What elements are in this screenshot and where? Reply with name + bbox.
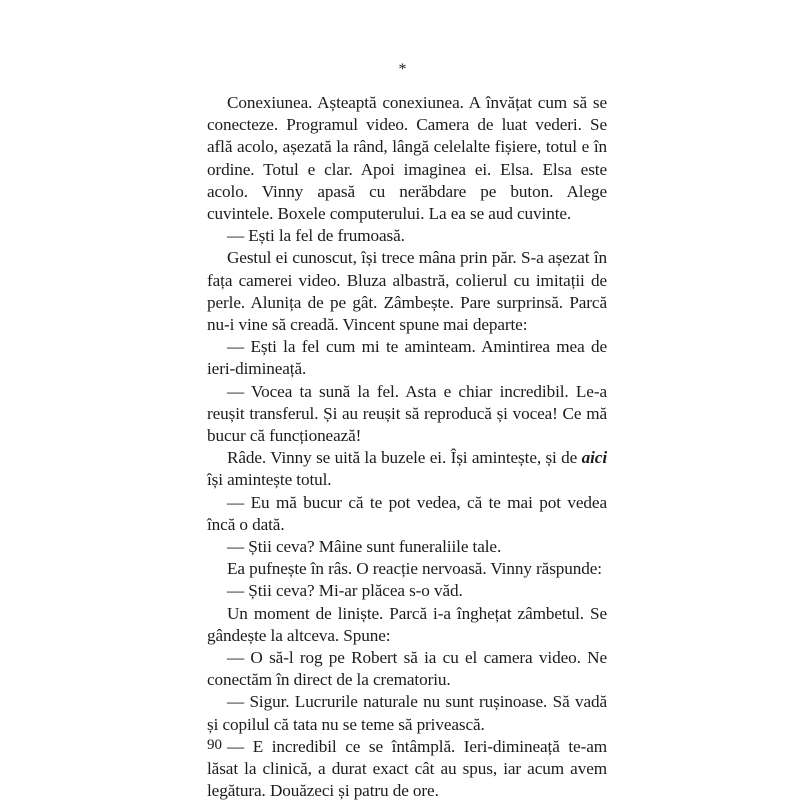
paragraph-11: Un moment de liniște. Parcă i-a înghețat zâmbetul. Se gândește la altceva. Spune: <box>207 603 607 645</box>
paragraph-7: — Eu mă bucur că te pot vedea, că te mai pot vedea încă o dată. <box>207 492 607 534</box>
paragraph-1: Conexiunea. Așteaptă conexiunea. A învățat cum să se conecteze. Programul video. Camera de luat vederi. Se află acolo, așezată la rând, lângă celelalte fișiere, totul e în ordine. Totul e clar. Apoi imaginea ei. Elsa. Elsa este acolo. Vinny apasă cu nerăbdare pe buton. Alege cuvintele. Boxele computerului. La ea se aud cuvinte. <box>207 93 607 224</box>
paragraph-6 <box>207 447 607 491</box>
paragraph-10: — Știi ceva? Mi-ar plăcea s-o văd. <box>227 581 463 601</box>
paragraph-6-before: Râde. Vinny se uită la buzele ei. Își amintește, și de <box>227 448 582 468</box>
paragraph-4: — Ești la fel cum mi te aminteam. Amintirea mea de ieri-dimineață. <box>207 337 607 379</box>
paragraph-5: — Vocea ta sună la fel. Asta e chiar incredibil. Le-a reușit transferul. Și au reușit să reproducă și vocea! Ce mă bucur că funcționează! <box>207 381 607 446</box>
paragraph-13: — Sigur. Lucrurile naturale nu sunt rușinoase. Să vadă și copilul că tata nu se teme să privească. <box>207 692 607 734</box>
page-number: 90 <box>207 737 222 753</box>
paragraph-14: — E incredibil ce se întâmplă. Ieri-dimineață te-am lăsat la clinică, a durat exact cât au spus, iar acum avem legătura. Douăzeci și patru de ore. <box>207 736 607 801</box>
paragraph-9: Ea pufnește în râs. O reacție nervoasă. Vinny răspunde: <box>227 559 602 579</box>
paragraph-2: — Ești la fel de frumoasă. <box>227 226 405 246</box>
paragraph-6-after: își amintește totul. <box>207 470 332 490</box>
paragraph-12: — O să-l rog pe Robert să ia cu el camera video. Ne conectăm în direct de la crematoriu. <box>207 648 607 690</box>
emphasis-aici: aici <box>581 448 607 468</box>
paragraph-8: — Știi ceva? Mâine sunt funeraliile tale. <box>227 537 502 557</box>
book-page <box>207 62 607 803</box>
paragraph-3: Gestul ei cunoscut, își trece mâna prin păr. S-a așezat în fața camerei video. Bluza albastră, colierul cu imitații de perle. Alunița de pe gât. Zâmbește. Pare surprinsă. Parcă nu-i vine să creadă. Vincent spune mai departe: <box>207 248 607 335</box>
section-break-asterisk: * <box>398 61 407 78</box>
